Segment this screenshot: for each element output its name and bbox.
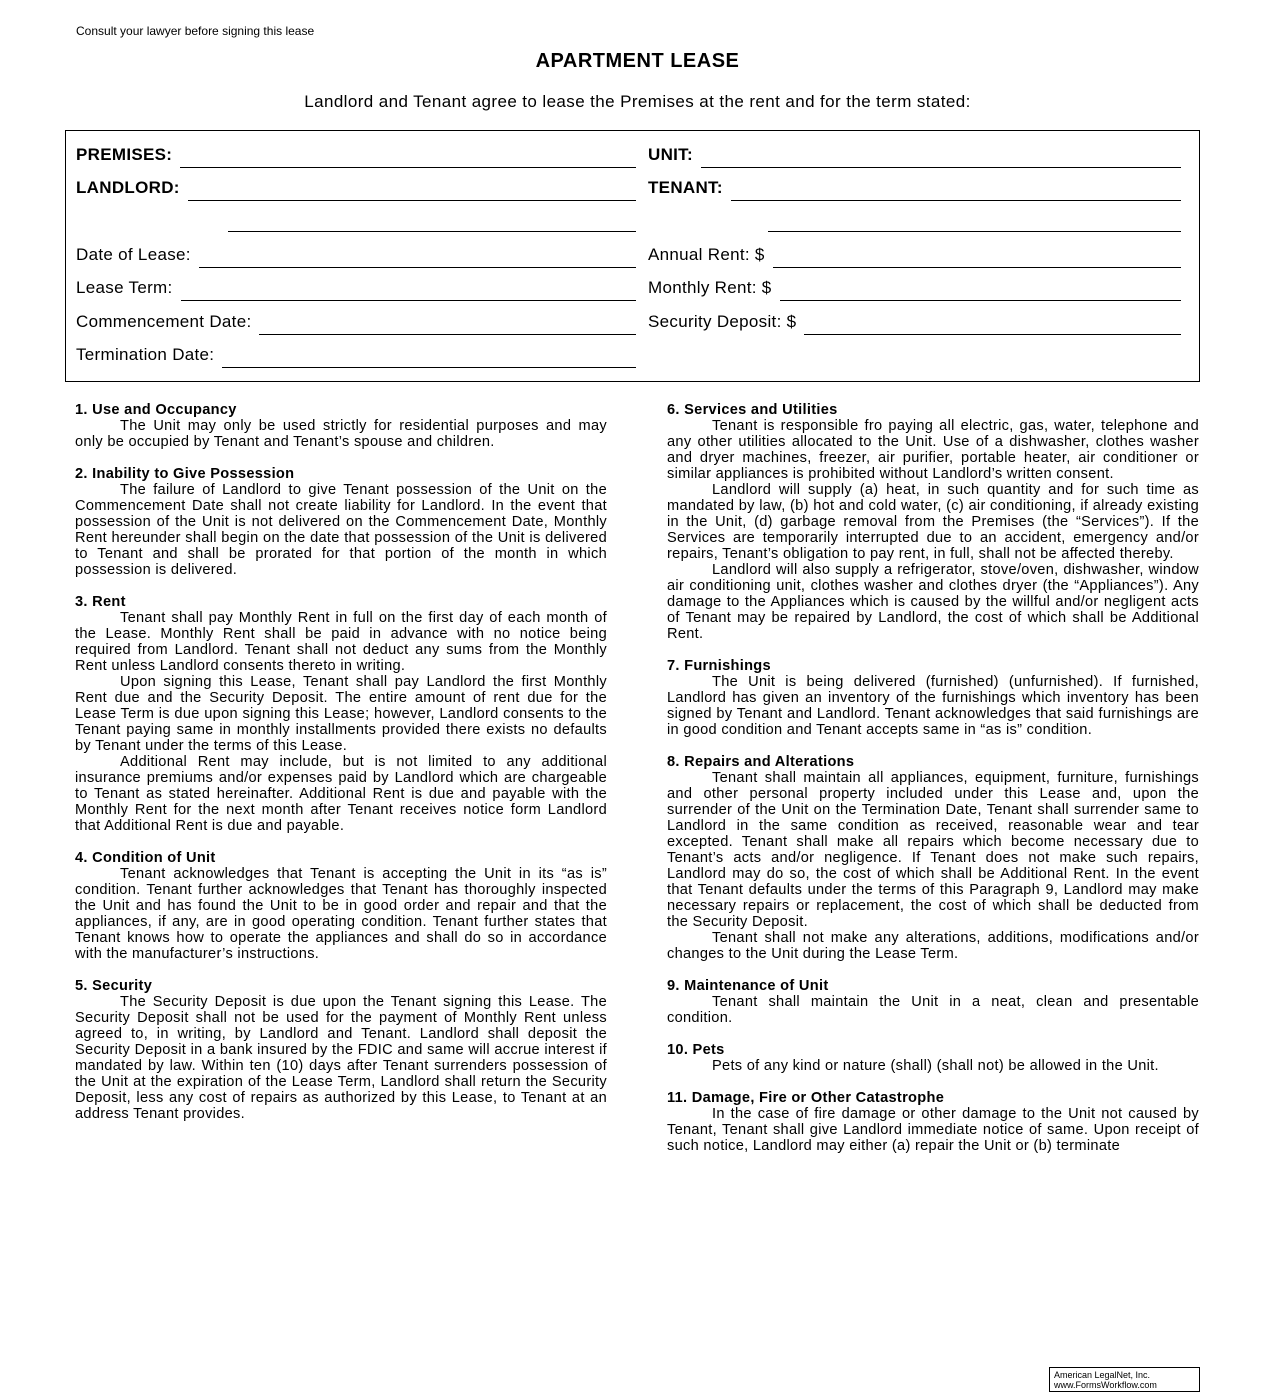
page-subtitle: Landlord and Tenant agree to lease the Premises at the rent and for the term stated: bbox=[304, 92, 971, 111]
section-paragraph: Tenant shall maintain all appliances, equipment, furniture, furnishings and other personal property included under this Lease and, upon the surrender of the Unit on the Termination Date, Tenant shall surrender same to Landlord in the same condition as received, reasonable wear and tear excepted. Tenant shall make all repairs which become necessary due to Tenant’s acts and/or negligence. If Tenant does not make such repairs, Landlord may do so, the cost of which shall be Additional Rent. In the event that Tenant defaults under the terms of this Paragraph 9, Landlord may make necessary repairs or replacement, the cost of which shall be deducted from the Security Deposit. bbox=[667, 770, 1199, 930]
landlord-extra-line[interactable] bbox=[228, 230, 636, 232]
section-heading: 5. Security bbox=[75, 978, 153, 994]
lease-terms-left-column bbox=[75, 402, 607, 1138]
date-of-lease-label: Date of Lease: bbox=[76, 245, 191, 264]
lease-section bbox=[667, 1090, 1199, 1154]
commencement-date-label: Commencement Date: bbox=[76, 312, 252, 331]
landlord-field[interactable] bbox=[76, 178, 636, 198]
section-paragraph: Upon signing this Lease, Tenant shall pay Landlord the first Monthly Rent due and the Security Deposit. The entire amount of rent due for the Lease Term is due upon signing this Lease; however, Landlord consents to the Tenant paying same in monthly installments provided there exists no defaults by Tenant under the terms of this Lease. bbox=[75, 674, 607, 754]
publisher-name: American LegalNet, Inc. bbox=[1054, 1370, 1151, 1380]
lease-section bbox=[75, 466, 607, 578]
section-paragraph: Pets of any kind or nature (shall) (shall not) be allowed in the Unit. bbox=[712, 1058, 1159, 1074]
section-heading: 1. Use and Occupancy bbox=[75, 402, 237, 418]
lease-section bbox=[75, 850, 607, 962]
section-paragraph: Tenant shall pay Monthly Rent in full on the first day of each month of the Lease. Monthly Rent shall be paid in advance with no notice being required from Landlord. Tenant shall not deduct any sums from the Monthly Rent unless Landlord consents thereto in writing. bbox=[75, 610, 607, 674]
section-paragraph: Landlord will supply (a) heat, in such quantity and for such time as mandated by law, (b) hot and cold water, (c) air conditioning, if already existing in the Unit, (d) garbage removal from the Premises (the “Services”). If the Services are temporarily interrupted due to an accident, emergency and/or repairs, Tenant’s obligation to pay rent, in full, shall not be affected thereby. bbox=[667, 482, 1199, 562]
section-paragraph: Tenant is responsible fro paying all electric, gas, water, telephone and any other utilities allocated to the Unit. Use of a dishwasher, clothes washer and dryer machines, freezer, air purifier, portable heater, air conditioner or similar appliances is prohibited without Landlord’s written consent. bbox=[667, 418, 1199, 482]
termination-date-input-line[interactable] bbox=[222, 366, 636, 368]
annual-rent-input-line[interactable] bbox=[773, 266, 1181, 268]
commencement-date-field[interactable] bbox=[76, 312, 636, 332]
lease-section bbox=[667, 402, 1199, 642]
lease-section bbox=[75, 402, 607, 450]
monthly-rent-input-line[interactable] bbox=[780, 299, 1181, 301]
section-heading: 9. Maintenance of Unit bbox=[667, 978, 829, 994]
publisher-stamp bbox=[1049, 1367, 1200, 1392]
page-title: APARTMENT LEASE bbox=[535, 50, 740, 72]
premises-field[interactable] bbox=[76, 145, 636, 165]
section-paragraph: Landlord will also supply a refrigerator, stove/oven, dishwasher, window air conditioning unit, clothes washer and clothes dryer (the “Appliances”). Any damage to the Appliances which is caused by the willful and/or negligent acts of Tenant may be repaired by Landlord, the cost of which shall be Additional Rent. bbox=[667, 562, 1199, 642]
lease-section bbox=[75, 594, 607, 834]
section-paragraph: Tenant shall not make any alterations, additions, modifications and/or changes to the Unit during the Lease Term. bbox=[667, 930, 1199, 962]
lease-section bbox=[75, 978, 607, 1122]
annual-rent-field[interactable] bbox=[648, 245, 1181, 265]
section-paragraph: Additional Rent may include, but is not limited to any additional insurance premiums and/or expenses paid by Landlord which are chargeable to Tenant as stated hereinafter. Additional Rent is due and payable with the Monthly Rent for the next month after Tenant receives notice form Landlord that Additional Rent is due and payable. bbox=[75, 754, 607, 834]
section-paragraph: The Security Deposit is due upon the Tenant signing this Lease. The Security Deposit shall not be used for the payment of Monthly Rent unless agreed to, in writing, by Landlord and Tenant. Landlord shall deposit the Security Deposit in a bank insured by the FDIC and same will accrue interest if mandated by law. Within ten (10) days after Tenant surrenders possession of the Unit at the expiration of the Lease Term, Landlord shall return the Security Deposit, less any cost of repairs as authorized by this Lease, to Tenant at an address Tenant provides. bbox=[75, 994, 607, 1122]
lease-term-input-line[interactable] bbox=[181, 299, 636, 301]
lease-section bbox=[667, 978, 1199, 1026]
annual-rent-label: Annual Rent: $ bbox=[648, 245, 765, 264]
section-heading: 3. Rent bbox=[75, 594, 126, 610]
consult-note: Consult your lawyer before signing this lease bbox=[76, 24, 315, 38]
publisher-url: www.FormsWorkflow.com bbox=[1054, 1380, 1157, 1390]
lease-section bbox=[667, 754, 1199, 962]
security-deposit-label: Security Deposit: $ bbox=[648, 312, 797, 331]
date-of-lease-field[interactable] bbox=[76, 245, 636, 265]
monthly-rent-field[interactable] bbox=[648, 278, 1181, 298]
security-deposit-input-line[interactable] bbox=[804, 333, 1181, 335]
unit-label: UNIT: bbox=[648, 145, 693, 164]
section-heading: 2. Inability to Give Possession bbox=[75, 466, 295, 482]
section-paragraph: The Unit is being delivered (furnished) (unfurnished). If furnished, Landlord has given an inventory of the furnishings which inventory has been signed by Tenant and Landlord. Tenant acknowledges that said furnishings are in good condition and Tenant accepts same in “as is” condition. bbox=[667, 674, 1199, 738]
section-heading: 6. Services and Utilities bbox=[667, 402, 838, 418]
section-paragraph: Tenant shall maintain the Unit in a neat, clean and presentable condition. bbox=[667, 994, 1199, 1026]
section-heading: 11. Damage, Fire or Other Catastrophe bbox=[667, 1090, 945, 1106]
section-heading: 10. Pets bbox=[667, 1042, 725, 1058]
section-paragraph: Tenant acknowledges that Tenant is accepting the Unit in its “as is” condition. Tenant further acknowledges that Tenant has thoroughly inspected the Unit and has found the Unit to be in good order and repair and that the appliances, if any, are in good operating condition. Tenant further states that Tenant knows how to operate the appliances and shall do so in accordance with the manufacturer’s instructions. bbox=[75, 866, 607, 962]
security-deposit-field[interactable] bbox=[648, 312, 1181, 332]
commencement-date-input-line[interactable] bbox=[259, 333, 636, 335]
lease-summary-box bbox=[65, 130, 1200, 382]
lease-terms-right-column bbox=[667, 402, 1199, 1170]
section-paragraph: The failure of Landlord to give Tenant possession of the Unit on the Commencement Date shall not create liability for Landlord. In the event that possession of the Unit is not delivered on the Commencement Date, Monthly Rent hereunder shall begin on the date that possession of the Unit is delivered to Tenant and shall be prorated for that portion of the month in which possession is delivered. bbox=[75, 482, 607, 578]
premises-label: PREMISES: bbox=[76, 145, 173, 164]
termination-date-label: Termination Date: bbox=[76, 345, 215, 364]
lease-section bbox=[667, 1042, 1199, 1074]
tenant-extra-line[interactable] bbox=[768, 230, 1181, 232]
tenant-input-line[interactable] bbox=[731, 199, 1181, 201]
tenant-label: TENANT: bbox=[648, 178, 723, 197]
date-of-lease-input-line[interactable] bbox=[199, 266, 636, 268]
lease-section bbox=[667, 658, 1199, 738]
monthly-rent-label: Monthly Rent: $ bbox=[648, 278, 772, 297]
section-heading: 7. Furnishings bbox=[667, 658, 771, 674]
landlord-input-line[interactable] bbox=[188, 199, 636, 201]
unit-field[interactable] bbox=[648, 145, 1181, 165]
lease-term-field[interactable] bbox=[76, 278, 636, 298]
lease-term-label: Lease Term: bbox=[76, 278, 173, 297]
landlord-label: LANDLORD: bbox=[76, 178, 180, 197]
premises-input-line[interactable] bbox=[180, 166, 636, 168]
termination-date-field[interactable] bbox=[76, 345, 636, 365]
unit-input-line[interactable] bbox=[701, 166, 1181, 168]
section-paragraph: The Unit may only be used strictly for residential purposes and may only be occupied by Tenant and Tenant’s spouse and children. bbox=[75, 418, 607, 450]
section-heading: 4. Condition of Unit bbox=[75, 850, 216, 866]
section-paragraph: In the case of fire damage or other damage to the Unit not caused by Tenant, Tenant shall give Landlord immediate notice of same. Upon receipt of such notice, Landlord may either (a) repair the Unit or (b) terminate bbox=[667, 1106, 1199, 1154]
tenant-field[interactable] bbox=[648, 178, 1181, 198]
section-heading: 8. Repairs and Alterations bbox=[667, 754, 855, 770]
